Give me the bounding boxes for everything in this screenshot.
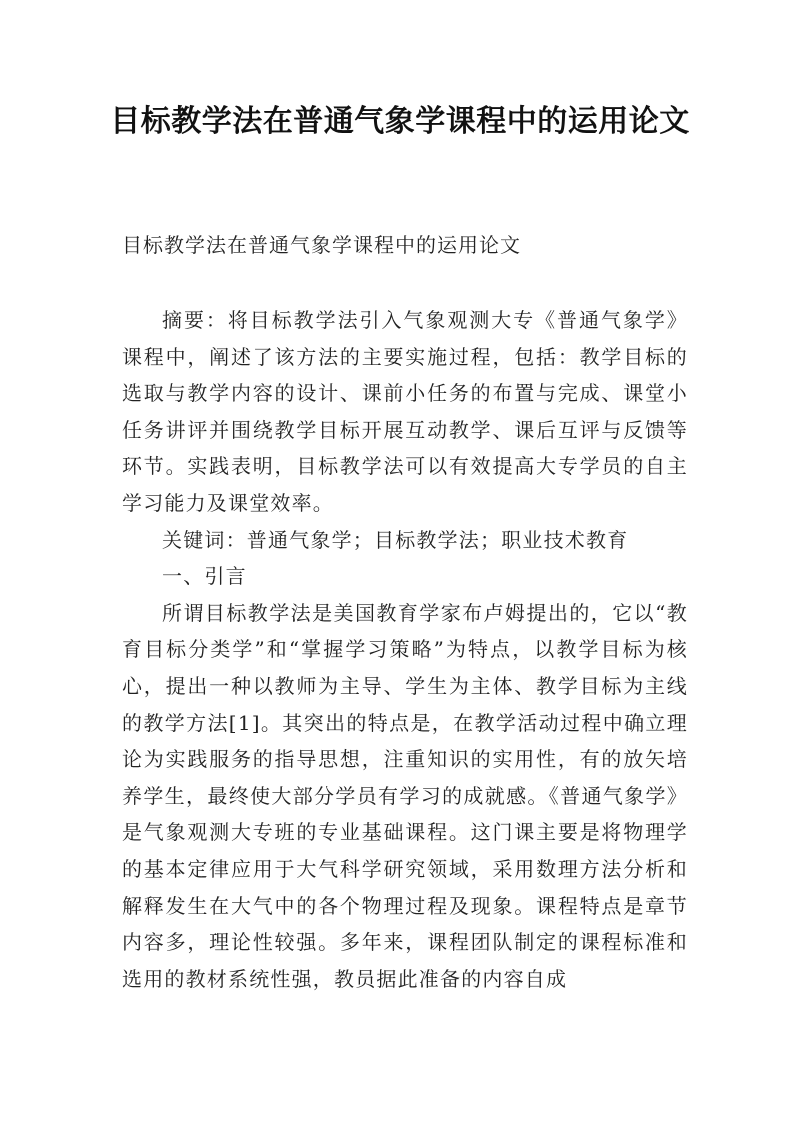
abstract-paragraph: 摘要：将目标教学法引入气象观测大专《普通气象学》课程中，阐述了该方法的主要实施过程，包括：教学目标的选取与教学内容的设计、课前小任务的布置与完成、课堂小任务讲评并围绕教学目标开展互动教学、课后互评与反馈等环节。实践表明，目标教学法可以有效提高大专学员的自主学习能力及课堂效率。: [122, 308, 688, 515]
document-title: 目标教学法在普通气象学课程中的运用论文: [110, 104, 690, 139]
keywords-paragraph: 关键词：普通气象学；目标教学法；职业技术教育: [162, 527, 629, 552]
document-subtitle: 目标教学法在普通气象学课程中的运用论文: [122, 233, 521, 257]
section-heading-introduction: 一、引言: [162, 564, 247, 589]
document-body: [122, 302, 688, 997]
introduction-paragraph: 所谓目标教学法是美国教育学家布卢姆提出的，它以“教育目标分类学”和“掌握学习策略”为特点，以教学目标为核心，提出一种以教师为主导、学生为主体、教学目标为主线的教学方法[1]。其突出的特点是，在教学活动过程中确立理论为实践服务的指导思想，注重知识的实用性，有的放矢培养学生，最终使大部分学员有学习的成就感。《普通气象学》是气象观测大专班的专业基础课程。这门课主要是将物理学的基本定律应用于大气科学研究领域，采用数理方法分析和解释发生在大气中的各个物理过程及现象。课程特点是章节内容多，理论性较强。多年来，课程团队制定的课程标准和选用的教材系统性强，教员据此准备的内容自成: [122, 600, 688, 991]
